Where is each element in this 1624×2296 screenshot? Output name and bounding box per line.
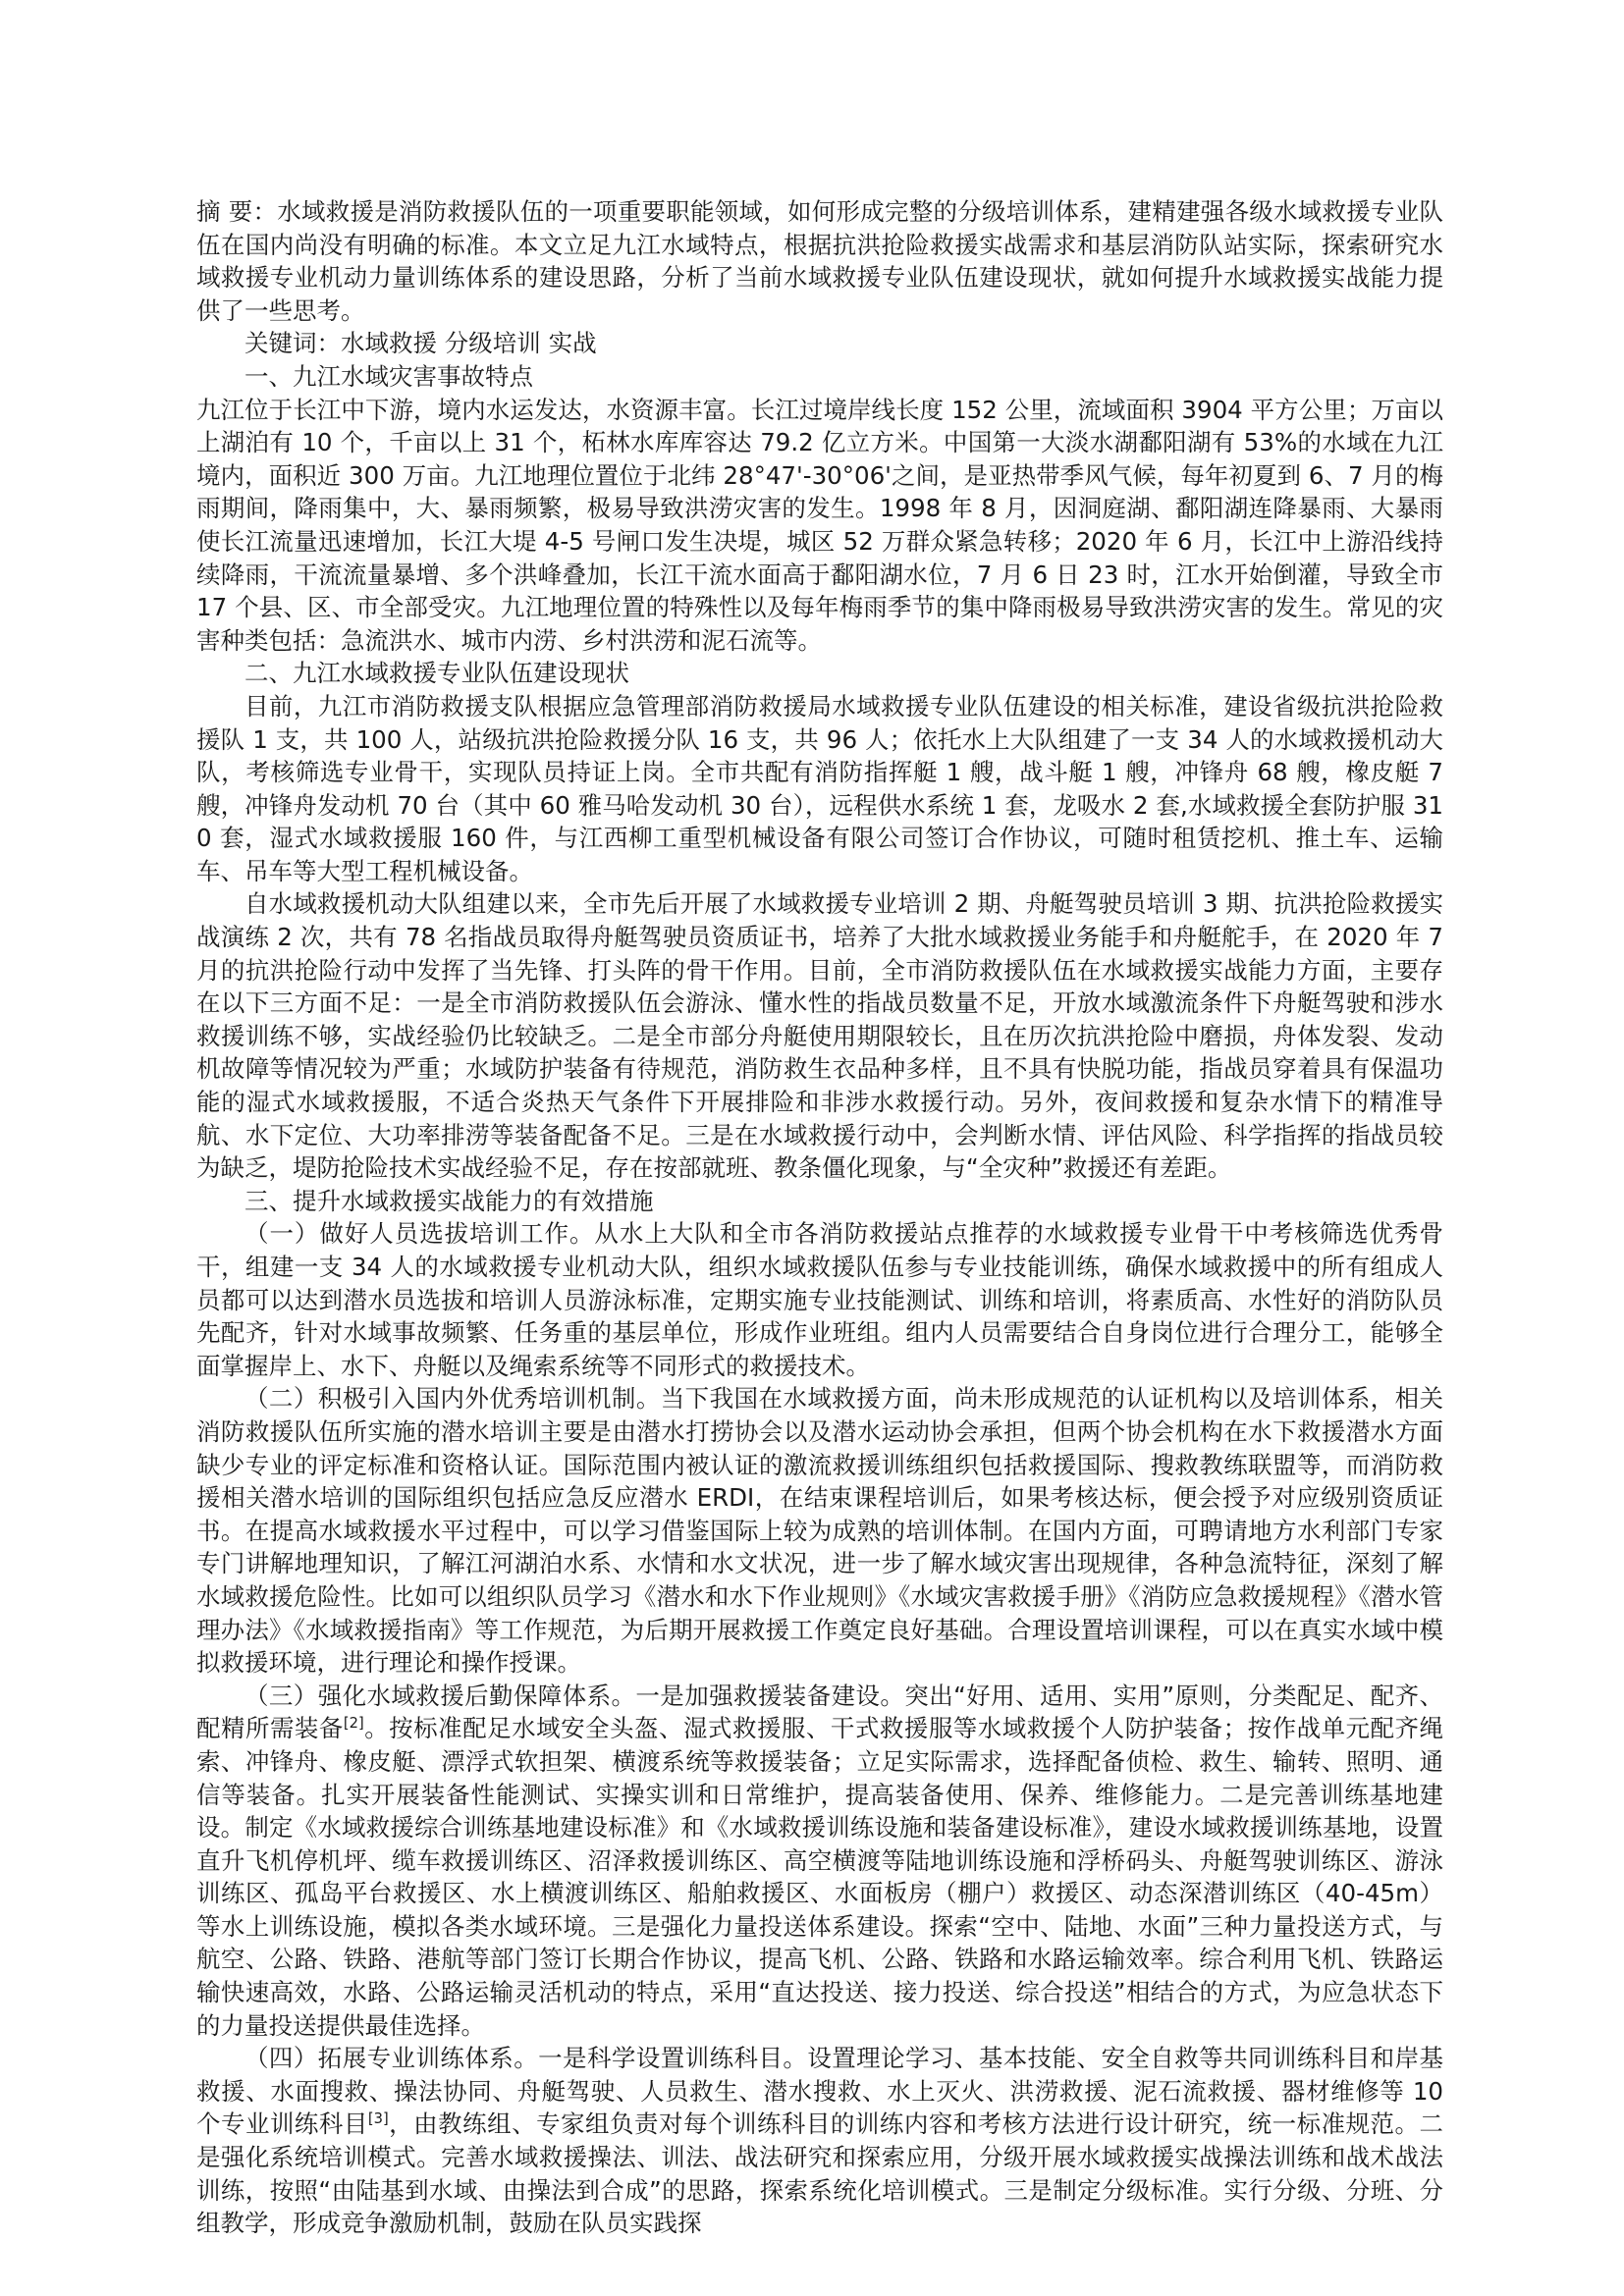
citation-ref: [3] (367, 2110, 389, 2128)
paragraph (196, 2042, 1443, 2240)
paragraph: 自水域救援机动大队组建以来，全市先后开展了水域救援专业培训 2 期、舟艇驾驶员培训 3 期、抗洪抢险救援实战演练 2 次，共有 78 名指战员取得舟艇驾驶员资质证书，培养了大批水域救援业务能手和舟艇舵手，在 2020 年 7 月的抗洪抢险行动中发挥了当先锋、打头阵的骨干作用。目前，全市消防救援队伍在水域救援实战能力方面，主要存在以下三方面不足：一是全市消防救援队伍会游泳、懂水性的指战员数量不足，开放水域激流条件下舟艇驾驶和涉水救援训练不够，实战经验仍比较缺乏。二是全市部分舟艇使用期限较长，且在历次抗洪抢险中磨损，舟体发裂、发动机故障等情况较为严重；水域防护装备有待规范，消防救生衣品种多样，且不具有快脱功能，指战员穿着具有保温功能的湿式水域救援服，不适合炎热天气条件下开展排险和非涉水救援行动。另外，夜间救援和复杂水情下的精准导航、水下定位、大功率排涝等装备配备不足。三是在水域救援行动中，会判断水情、评估风险、科学指挥的指战员较为缺乏，堤防抢险技术实战经验不足，存在按部就班、教条僵化现象，与“全灾种”救援还有差距。 (196, 889, 1443, 1183)
paragraph: 目前，九江市消防救援支队根据应急管理部消防救援局水域救援专业队伍建设的相关标准，建设省级抗洪抢险救援队 1 支，共 100 人，站级抗洪抢险救援分队 16 支，共 96 人；依托水上大队组建了一支 34 人的水域救援机动大队，考核筛选专业骨干，实现队员持证上岗。全市共配有消防指挥艇 1 艘，战斗艇 1 艘，冲锋舟 68 艘，橡皮艇 7 艘，冲锋舟发动机 70 台（其中 60 雅马哈发动机 30 台），远程供水系统 1 套，龙吸水 2 套,水域救援全套防护服 310 套，湿式水域救援服 160 件，与江西柳工重型机械设备有限公司签订合作协议，可随时租赁挖机、推土车、运输车、吊车等大型工程机械设备。 (196, 691, 1443, 885)
document-body (196, 195, 1443, 2240)
paragraph: 九江位于长江中下游，境内水运发达，水资源丰富。长江过境岸线长度 152 公里，流域面积 3904 平方公里；万亩以上湖泊有 10 个，千亩以上 31 个，柘林水库库容达 79.2 亿立方米。中国第一大淡水湖鄱阳湖有 53%的水域在九江境内，面积近 300 万亩。九江地理位置位于北纬 28°47'-30°06'之间，是亚热带季风气候，每年初夏到 6、7 月的梅雨期间，降雨集中，大、暴雨频繁，极易导致洪涝灾害的发生。1998 年 8 月，因洞庭湖、鄱阳湖连降暴雨、大暴雨使长江流量迅速增加，长江大堤 4-5 号闸口发生决堤，城区 52 万群众紧急转移；2020 年 6 月，长江中上游沿线持续降雨，干流流量暴增、多个洪峰叠加，长江干流水面高于鄱阳湖水位，7 月 6 日 23 时，江水开始倒灌，导致全市 17 个县、区、市全部受灾。九江地理位置的特殊性以及每年梅雨季节的集中降雨极易导致洪涝灾害的发生。常见的灾害种类包括：急流洪水、城市内涝、乡村洪涝和泥石流等。 (196, 395, 1443, 655)
paragraph-text: 。按标准配足水域安全头盔、湿式救援服、干式救援服等水域救援个人防护装备；按作战单元配齐绳索、冲锋舟、橡皮艇、漂浮式软担架、横渡系统等救援装备；立足实际需求，选择配备侦检、救生、输转、照明、通信等装备。扎实开展装备性能测试、实操实训和日常维护，提高装备使用、保养、维修能力。二是完善训练基地建设。制定《水域救援综合训练基地建设标准》和《水域救援训练设施和装备建设标准》，建设水域救援训练基地，设置直升飞机停机坪、缆车救援训练区、沼泽救援训练区、高空横渡等陆地训练设施和浮桥码头、舟艇驾驶训练区、游泳训练区、孤岛平台救援区、水上横渡训练区、船舶救援区、水面板房（棚户）救援区、动态深潜训练区（40-45m）等水上训练设施，模拟各类水域环境。三是强化力量投送体系建设。探索“空中、陆地、水面”三种力量投送方式，与航空、公路、铁路、港航等部门签订长期合作协议，提高飞机、公路、铁路和水路运输效率。综合利用飞机、铁路运输快速高效，水路、公路运输灵活机动的特点，采用“直达投送、接力投送、综合投送”相结合的方式，为应急状态下的力量投送提供最佳选择。 (196, 1714, 1443, 2040)
paragraph-text: （三）强化水域救援后勤保障体系。一是加强救援装备建设。突出“好用、适用、实用”原则，分类配足、配齐、配精所需装备 (196, 1681, 1443, 1743)
paragraph: （一）做好人员选拔培训工作。从水上大队和全市各消防救援站点推荐的水域救援专业骨干中考核筛选优秀骨干，组建一支 34 人的水域救援专业机动大队，组织水域救援队伍参与专业技能训练，确保水域救援中的所有组成人员都可以达到潜水员选拔和培训人员游泳标准，定期实施专业技能测试、训练和培训，将素质高、水性好的消防队员先配齐，针对水域事故频繁、任务重的基层单位，形成作业班组。组内人员需要结合自身岗位进行合理分工，能够全面掌握岸上、水下、舟艇以及绳索系统等不同形式的救援技术。 (196, 1219, 1443, 1380)
paragraph-text: ，由教练组、专家组负责对每个训练科目的训练内容和考核方法进行设计研究，统一标准规范。二是强化系统培训模式。完善水域救援操法、训法、战法研究和探索应用，分级开展水域救援实战操法训练和战术战法训练，按照“由陆基到水域、由操法到合成”的思路，探索系统化培训模式。三是制定分级标准。实行分级、分班、分组教学，形成竞争激励机制，鼓励在队员实践探 (196, 2109, 1443, 2238)
paragraph: （二）积极引入国内外优秀培训机制。当下我国在水域救援方面，尚未形成规范的认证机构以及培训体系，相关消防救援队伍所实施的潜水培训主要是由潜水打捞协会以及潜水运动协会承担，但两个协会机构在水下救援潜水方面缺少专业的评定标准和资格认证。国际范围内被认证的激流救援训练组织包括救援国际、搜救教练联盟等，而消防救援相关潜水培训的国际组织包括应急反应潜水 ERDI，在结束课程培训后，如果考核达标，便会授予对应级别资质证书。在提高水域救援水平过程中，可以学习借鉴国际上较为成熟的培训体制。在国内方面，可聘请地方水利部门专家专门讲解地理知识，了解江河湖泊水系、水情和水文状况，进一步了解水域灾害出现规律，各种急流特征，深刻了解水域救援危险性。比如可以组织队员学习《潜水和水下作业规则》《水域灾害救援手册》《消防应急救援规程》《潜水管理办法》《水域救援指南》等工作规范，为后期开展救援工作奠定良好基础。合理设置培训课程，可以在真实水域中模拟救援环境，进行理论和操作授课。 (196, 1384, 1443, 1678)
paragraph (196, 1680, 1443, 2043)
section-heading-3: 三、提升水域救援实战能力的有效措施 (244, 1186, 654, 1215)
paragraph-text: （四）拓展专业训练体系。一是科学设置训练科目。设置理论学习、基本技能、安全自救等共同训练科目和岸基救援、水面搜救、操法协同、舟艇驾驶、人员救生、潜水搜救、水上灭火、洪涝救援、泥石流救援、器材维修等 10 个专业训练科目 (196, 2044, 1443, 2139)
keywords: 关键词：水域救援 分级培训 实战 (244, 329, 597, 358)
section-heading-1: 一、九江水域灾害事故特点 (244, 361, 533, 391)
section-heading-2: 二、九江水域救援专业队伍建设现状 (244, 659, 629, 688)
citation-ref: [2] (343, 1715, 364, 1733)
abstract: 摘 要：水域救援是消防救援队伍的一项重要职能领域，如何形成完整的分级培训体系，建精建强各级水域救援专业队伍在国内尚没有明确的标准。本文立足九江水域特点，根据抗洪抢险救援实战需求和基层消防队站实际，探索研究水域救援专业机动力量训练体系的建设思路，分析了当前水域救援专业队伍建设现状，就如何提升水域救援实战能力提供了一些思考。 (196, 197, 1443, 325)
